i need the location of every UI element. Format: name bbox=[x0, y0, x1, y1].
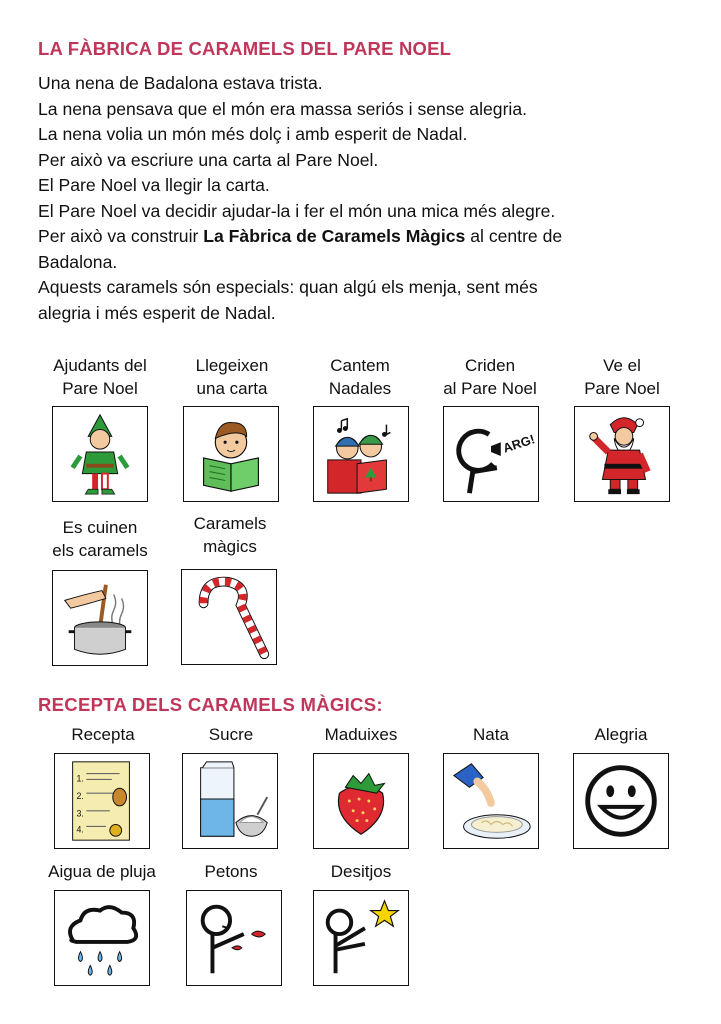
recipe-icon bbox=[54, 753, 150, 849]
cooking-pot-icon bbox=[52, 570, 148, 666]
pictogram-label: Nata bbox=[473, 725, 509, 744]
pictogram-label: Criden al Pare Noel bbox=[443, 356, 537, 398]
pictogram-read-letter bbox=[172, 354, 292, 504]
pictogram-carols bbox=[302, 354, 418, 504]
kisses-icon bbox=[186, 890, 282, 986]
pictogram-label: Petons bbox=[204, 862, 258, 881]
recipe-item-rainwater bbox=[34, 860, 170, 990]
pictogram-label: Es cuinen els caramels bbox=[52, 518, 148, 560]
strawberry-icon bbox=[313, 753, 409, 849]
recipe-item-joy bbox=[566, 723, 676, 853]
pictogram-label: Desitjos bbox=[330, 862, 392, 881]
santa-claus-icon bbox=[574, 406, 670, 502]
cream-icon bbox=[443, 753, 539, 849]
smiley-face-icon bbox=[573, 753, 669, 849]
svg-text:2.: 2. bbox=[76, 791, 84, 802]
pictogram-label: Sucre bbox=[208, 725, 254, 744]
story-line: El Pare Noel va decidir ajudar-la i fer el món una mica més alegre. bbox=[38, 200, 556, 221]
recipe-item-strawberries bbox=[306, 723, 416, 853]
recipe-title: RECEPTA DELS CARAMELS MÀGICS: bbox=[38, 694, 383, 715]
pictogram-label: Aigua de pluja bbox=[48, 862, 156, 881]
page-title: LA FÀBRICA DE CARAMELS DEL PARE NOEL bbox=[38, 38, 452, 59]
story-line: Per això va construir La Fàbrica de Caramels Màgics al centre de bbox=[38, 226, 563, 246]
pictogram-label: Llegeixen una carta bbox=[195, 356, 269, 398]
pictogram-label: Cantem Nadales bbox=[328, 356, 392, 398]
elf-icon bbox=[52, 406, 148, 502]
factory-name: La Fàbrica de Caramels Màgics bbox=[203, 226, 466, 246]
pictogram-label: Ajudants del Pare Noel bbox=[53, 356, 147, 398]
pictogram-label: Maduixes bbox=[324, 725, 398, 744]
pictogram-label: Ve el Pare Noel bbox=[584, 356, 660, 398]
story-line: Una nena de Badalona estava trista. bbox=[38, 73, 323, 93]
recipe-item-wishes bbox=[306, 860, 416, 990]
shouting-person-icon bbox=[443, 406, 539, 502]
story-line: La nena volia un món més dolç i amb esperit de Nadal. bbox=[38, 124, 468, 144]
pictogram-magic-candies bbox=[172, 512, 288, 666]
story-line: Badalona. bbox=[38, 251, 118, 272]
child-reading-icon bbox=[183, 406, 279, 502]
story-line: Per això va escriure una carta al Pare Noel. bbox=[38, 149, 379, 170]
story-text bbox=[38, 71, 698, 326]
svg-text:3.: 3. bbox=[76, 808, 84, 819]
pictogram-label: Recepta bbox=[71, 725, 135, 744]
pictogram-call-santa bbox=[430, 354, 550, 504]
story-line: Aquests caramels són especials: quan algú els menja, sent més bbox=[38, 277, 538, 297]
svg-text:1.: 1. bbox=[76, 773, 84, 784]
pictogram-helpers bbox=[40, 354, 160, 504]
pictogram-label: Caramels màgics bbox=[193, 514, 267, 556]
sugar-icon bbox=[182, 753, 278, 849]
story-line: El Pare Noel va llegir la carta. bbox=[38, 175, 270, 195]
recipe-item-kisses bbox=[176, 860, 286, 990]
rain-cloud-icon bbox=[54, 890, 150, 986]
story-line: alegria i més esperit de Nadal. bbox=[38, 302, 276, 323]
wish-star-icon bbox=[313, 890, 409, 986]
pictogram-santa-comes bbox=[562, 354, 682, 504]
recipe-item-cream bbox=[436, 723, 546, 853]
shout-text: ARG! bbox=[501, 431, 537, 456]
pictogram-label: Alegria bbox=[594, 725, 648, 744]
pictogram-cook-candies bbox=[38, 516, 162, 666]
svg-text:4.: 4. bbox=[76, 824, 84, 835]
candy-cane-icon bbox=[181, 569, 277, 665]
recipe-item-sugar bbox=[176, 723, 286, 853]
carol-singers-icon bbox=[313, 406, 409, 502]
story-line: La nena pensava que el món era massa seriós i sense alegria. bbox=[38, 98, 528, 119]
recipe-item-recipe bbox=[48, 723, 158, 853]
